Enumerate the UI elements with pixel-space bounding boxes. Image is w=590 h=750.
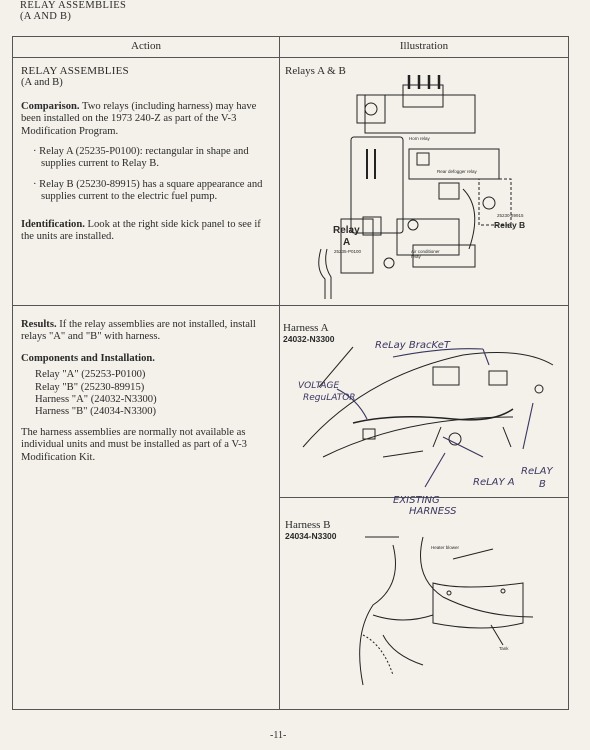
results-label: Results. xyxy=(21,319,57,330)
harness-note: HARNESS xyxy=(409,506,457,517)
horn-relay-label: Horn relay xyxy=(409,136,430,141)
column-divider xyxy=(279,37,280,709)
voltage-note: VOLTAGE xyxy=(298,381,340,391)
existing-note: EXISTING xyxy=(393,495,440,506)
relays-illustration-label: Relays A & B xyxy=(285,65,346,77)
relay-a-label-2: A xyxy=(343,237,351,248)
comparison-text: Two relays (including harness) may have been installed on the 1973 240-Z as part of the V-3 Modification Program. xyxy=(21,100,257,137)
column-header-action: Action xyxy=(131,40,161,52)
section-subtitle: (A and B) xyxy=(21,77,63,89)
rear-defogger-label: Rear defogger relay xyxy=(437,169,477,174)
page-subheading: (A AND B) xyxy=(20,11,72,22)
identification-paragraph xyxy=(21,219,273,244)
harness-a-part-number: 24032-N3300 xyxy=(283,334,335,344)
page-heading: RELAY ASSEMBLIES xyxy=(20,0,127,11)
relay-b-note: ReLAY xyxy=(521,466,553,477)
harness-a-label: Harness A xyxy=(283,322,329,334)
relay-a-note: ReLAY A xyxy=(473,477,515,488)
relay-b-bullet: · Relay B (25230-89915) has a square appearance and supplies current to the electric fuel pump. xyxy=(33,178,263,203)
row-divider xyxy=(13,305,568,306)
relay-bracket-note: ReLay BracKeT xyxy=(375,340,450,351)
component-item: Harness "A" (24032-N3300) xyxy=(35,394,157,406)
identification-text: Look at the right side kick panel to see if the units are installed. xyxy=(21,218,261,243)
results-section xyxy=(21,319,279,464)
page-number: -11- xyxy=(270,730,287,741)
regulator-note: ReguLATOR xyxy=(303,393,356,403)
component-item: Harness "B" (24034-N3300) xyxy=(35,406,157,418)
heater-blower-label: Heater blower xyxy=(431,545,460,550)
results-paragraph xyxy=(21,319,279,344)
relay-a-number: 25235-P0100 xyxy=(334,249,362,254)
table-header-row xyxy=(13,37,568,58)
relay-b-label: Relay B xyxy=(494,220,526,230)
results-text: If the relay assemblies are not installed, install relays "A" and "B" with harness. xyxy=(21,319,256,343)
harness-b-label: Harness B xyxy=(285,519,331,531)
components-title: Components and Installation. xyxy=(21,352,155,364)
harness-b-part-number: 24034-N3300 xyxy=(285,531,337,541)
procedure-table xyxy=(12,36,569,710)
relay-section xyxy=(21,65,273,243)
relay-a-bullet: · Relay A (25235-P0100): rectangular in shape and supplies current to Relay B. xyxy=(33,146,249,170)
relay-b-number: 25230-89915 xyxy=(497,213,524,218)
air-conditioner-label: Air conditioner relay xyxy=(411,249,440,259)
kit-note: The harness assemblies are normally not available as individual units and must be installed as part of a V-3 Modification Kit. xyxy=(21,426,247,463)
column-header-illustration: Illustration xyxy=(399,40,449,52)
comparison-paragraph xyxy=(21,101,273,138)
harness-b-diagram xyxy=(353,525,565,695)
relays-diagram xyxy=(313,69,513,301)
relay-a-label-1: Relay xyxy=(333,225,360,236)
section-title: RELAY ASSEMBLIES xyxy=(21,65,129,77)
component-item: Relay "A" (25253-P0100) xyxy=(35,369,146,381)
component-item: Relay "B" (25230-89915) xyxy=(35,381,145,393)
comparison-label: Comparison. xyxy=(21,100,80,112)
identification-label: Identification. xyxy=(21,218,85,230)
tank-label: Tank xyxy=(499,646,509,651)
components-list xyxy=(21,369,279,419)
relay-b-letter-note: B xyxy=(539,479,546,490)
